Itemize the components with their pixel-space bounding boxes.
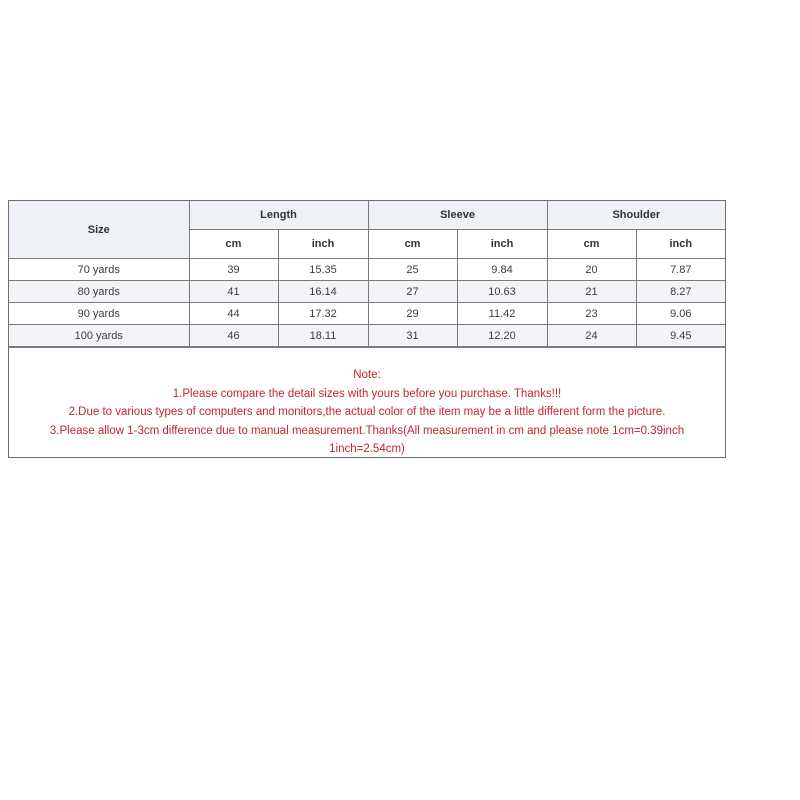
length-cm-cell: 39 (189, 259, 278, 281)
shoulder-cm-cell: 20 (547, 259, 636, 281)
table-row (9, 259, 725, 281)
shoulder-inch-cell: 9.06 (636, 303, 725, 325)
shoulder-cm-cell: 21 (547, 281, 636, 303)
table-row (9, 325, 725, 347)
sleeve-inch-cell: 11.42 (457, 303, 547, 325)
shoulder-inch-cell: 9.45 (636, 325, 725, 347)
size-cell: 80 yards (9, 281, 189, 303)
length-inch-cell: 15.35 (278, 259, 368, 281)
note-line-3: 3.Please allow 1-3cm difference due to manual measurement.Thanks(All measurement in cm and please note 1cm=0.39inch (49, 424, 685, 437)
sleeve-inch-cell: 12.20 (457, 325, 547, 347)
sleeve-cm-cell: 29 (368, 303, 457, 325)
note-line-2: 2.Due to various types of computers and monitors,the actual color of the item may be a little different form the picture. (68, 406, 666, 418)
table-row (9, 281, 725, 303)
length-header: Length (189, 201, 368, 230)
length-inch-cell: 18.11 (278, 325, 368, 347)
size-cell: 100 yards (9, 325, 189, 347)
size-cell: 70 yards (9, 259, 189, 281)
length-cm-cell: 44 (189, 303, 278, 325)
note-line-1: 1.Please compare the detail sizes with yours before you purchase. Thanks!!! (172, 387, 562, 400)
note-title: Note: (353, 369, 381, 381)
shoulder-inch-header: inch (636, 230, 725, 259)
note-section (9, 347, 725, 457)
sleeve-cm-cell: 31 (368, 325, 457, 347)
sleeve-header: Sleeve (368, 201, 547, 230)
length-inch-cell: 17.32 (278, 303, 368, 325)
shoulder-inch-cell: 8.27 (636, 281, 725, 303)
shoulder-inch-cell: 7.87 (636, 259, 725, 281)
table-row (9, 303, 725, 325)
size-table (9, 201, 725, 347)
size-header: Size (9, 201, 189, 259)
size-chart (8, 200, 726, 458)
sleeve-inch-header: inch (457, 230, 547, 259)
shoulder-cm-cell: 24 (547, 325, 636, 347)
length-cm-cell: 46 (189, 325, 278, 347)
shoulder-header: Shoulder (547, 201, 725, 230)
size-cell: 90 yards (9, 303, 189, 325)
header-row-groups (9, 201, 725, 230)
length-inch-cell: 16.14 (278, 281, 368, 303)
note-line-4: 1inch=2.54cm) (329, 443, 405, 455)
sleeve-cm-cell: 27 (368, 281, 457, 303)
sleeve-cm-header: cm (368, 230, 457, 259)
shoulder-cm-cell: 23 (547, 303, 636, 325)
length-cm-header: cm (189, 230, 278, 259)
sleeve-inch-cell: 10.63 (457, 281, 547, 303)
length-inch-header: inch (278, 230, 368, 259)
length-cm-cell: 41 (189, 281, 278, 303)
sleeve-cm-cell: 25 (368, 259, 457, 281)
sleeve-inch-cell: 9.84 (457, 259, 547, 281)
shoulder-cm-header: cm (547, 230, 636, 259)
